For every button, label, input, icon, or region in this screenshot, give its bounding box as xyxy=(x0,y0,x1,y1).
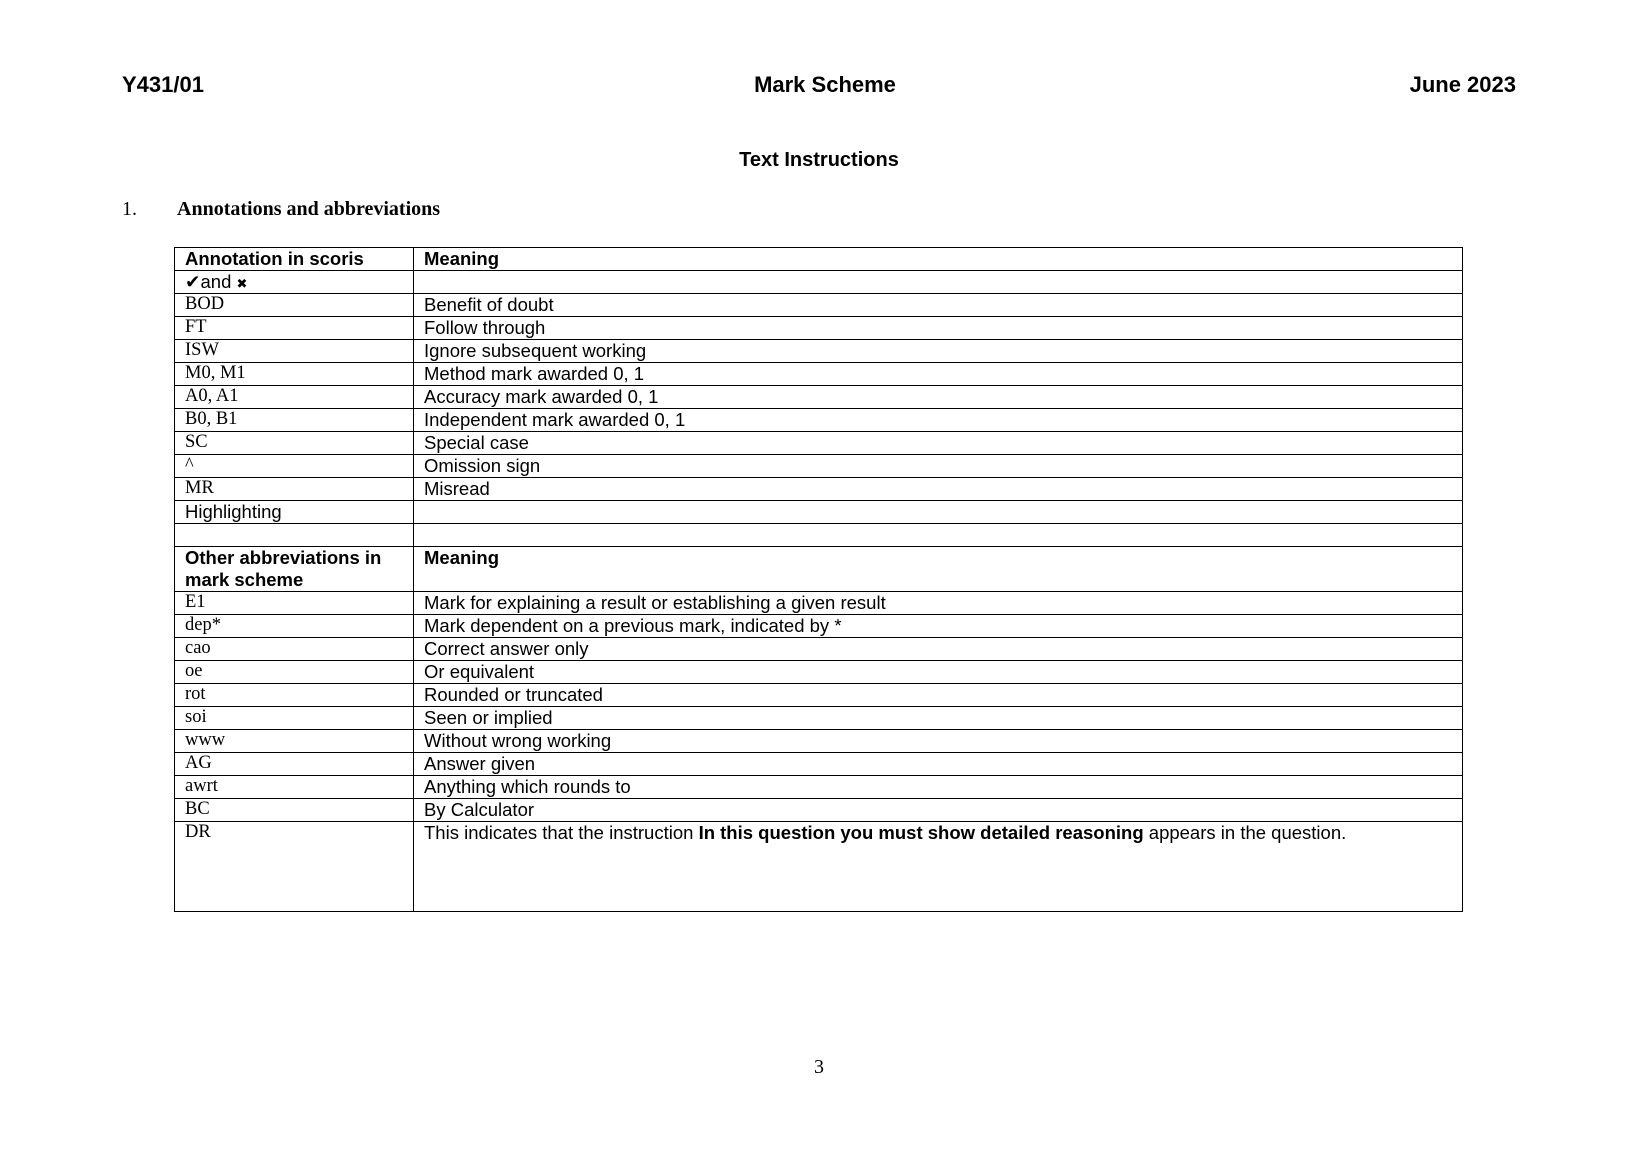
meaning-cell: Rounded or truncated xyxy=(414,684,1463,707)
abbreviation-cell: BOD xyxy=(175,294,414,317)
table-row xyxy=(175,822,1463,912)
table-row xyxy=(175,661,1463,684)
abbreviation-cell: DR xyxy=(175,822,414,912)
abbreviation-cell: dep* xyxy=(175,615,414,638)
abbreviation-cell: awrt xyxy=(175,776,414,799)
paper-code: Y431/01 xyxy=(122,72,204,97)
table-row xyxy=(175,615,1463,638)
table-row xyxy=(175,799,1463,822)
tick-icon: ✔ xyxy=(185,271,201,292)
meaning-cell: Without wrong working xyxy=(414,730,1463,753)
abbreviation-cell: Other abbreviations in mark scheme xyxy=(175,546,414,592)
table-row xyxy=(175,409,1463,432)
meaning-cell: Accuracy mark awarded 0, 1 xyxy=(414,386,1463,409)
meaning-cell: Answer given xyxy=(414,753,1463,776)
cross-icon: ✖ xyxy=(236,276,248,291)
header-title: Mark Scheme xyxy=(754,72,896,97)
meaning-cell: Follow through xyxy=(414,317,1463,340)
dr-text-end: appears in the question. xyxy=(1143,822,1347,844)
meaning-cell: Meaning xyxy=(414,546,1463,592)
table-row xyxy=(175,684,1463,707)
table-header-row xyxy=(175,248,1463,271)
meaning-cell: Correct answer only xyxy=(414,638,1463,661)
section-heading: Annotations and abbreviations xyxy=(177,198,441,220)
annotations-table xyxy=(174,247,1463,912)
table-row xyxy=(175,294,1463,317)
meaning-cell: Ignore subsequent working xyxy=(414,340,1463,363)
tick-cross-cell xyxy=(175,271,414,294)
abbreviation-cell: oe xyxy=(175,661,414,684)
empty-cell xyxy=(414,271,1463,294)
table-row xyxy=(175,546,1463,592)
section-number: 1. xyxy=(122,198,137,220)
meaning-cell: Benefit of doubt xyxy=(414,294,1463,317)
abbreviation-cell: AG xyxy=(175,753,414,776)
table-row xyxy=(175,592,1463,615)
table-row xyxy=(175,524,1463,547)
table-row xyxy=(175,363,1463,386)
meaning-cell: Anything which rounds to xyxy=(414,776,1463,799)
abbreviation-cell: BC xyxy=(175,799,414,822)
and-text: and xyxy=(200,271,232,292)
meaning-cell xyxy=(414,501,1463,524)
abbreviation-cell: ISW xyxy=(175,340,414,363)
table-row xyxy=(175,271,1463,294)
header-cell: Meaning xyxy=(414,248,1463,271)
table-row xyxy=(175,753,1463,776)
meaning-cell: Or equivalent xyxy=(414,661,1463,684)
table-row xyxy=(175,432,1463,455)
meaning-cell: Mark dependent on a previous mark, indicated by * xyxy=(414,615,1463,638)
meaning-cell: Method mark awarded 0, 1 xyxy=(414,363,1463,386)
meaning-cell xyxy=(414,524,1463,547)
meaning-cell: Mark for explaining a result or establishing a given result xyxy=(414,592,1463,615)
table-row xyxy=(175,317,1463,340)
table-row xyxy=(175,478,1463,501)
meaning-cell: Special case xyxy=(414,432,1463,455)
meaning-cell xyxy=(414,822,1463,912)
abbreviation-cell: www xyxy=(175,730,414,753)
header-cell: Annotation in scoris xyxy=(175,248,414,271)
dr-text: This indicates that the instruction xyxy=(424,822,699,844)
abbreviation-cell: B0, B1 xyxy=(175,409,414,432)
abbreviation-cell: cao xyxy=(175,638,414,661)
table-row xyxy=(175,501,1463,524)
table-row xyxy=(175,730,1463,753)
header-date: June 2023 xyxy=(1409,72,1516,97)
meaning-cell: Independent mark awarded 0, 1 xyxy=(414,409,1463,432)
abbreviation-cell: ^ xyxy=(175,455,414,478)
meaning-cell: Omission sign xyxy=(414,455,1463,478)
table-row xyxy=(175,340,1463,363)
table-row xyxy=(175,455,1463,478)
section-title: Text Instructions xyxy=(739,149,899,171)
meaning-cell: Seen or implied xyxy=(414,707,1463,730)
table-row xyxy=(175,638,1463,661)
abbreviation-cell: E1 xyxy=(175,592,414,615)
abbreviation-cell: FT xyxy=(175,317,414,340)
page-number: 3 xyxy=(814,1056,824,1078)
abbreviation-cell: M0, M1 xyxy=(175,363,414,386)
abbreviation-cell xyxy=(175,524,414,547)
abbreviation-cell: A0, A1 xyxy=(175,386,414,409)
table-row xyxy=(175,776,1463,799)
abbreviation-cell: soi xyxy=(175,707,414,730)
abbreviation-cell: SC xyxy=(175,432,414,455)
abbreviation-cell: rot xyxy=(175,684,414,707)
table-row xyxy=(175,386,1463,409)
abbreviation-cell: Highlighting xyxy=(175,501,414,524)
abbreviation-cell: MR xyxy=(175,478,414,501)
table-row xyxy=(175,707,1463,730)
dr-bold-text: In this question you must show detailed reasoning xyxy=(698,822,1144,844)
meaning-cell: By Calculator xyxy=(414,799,1463,822)
meaning-cell: Misread xyxy=(414,478,1463,501)
